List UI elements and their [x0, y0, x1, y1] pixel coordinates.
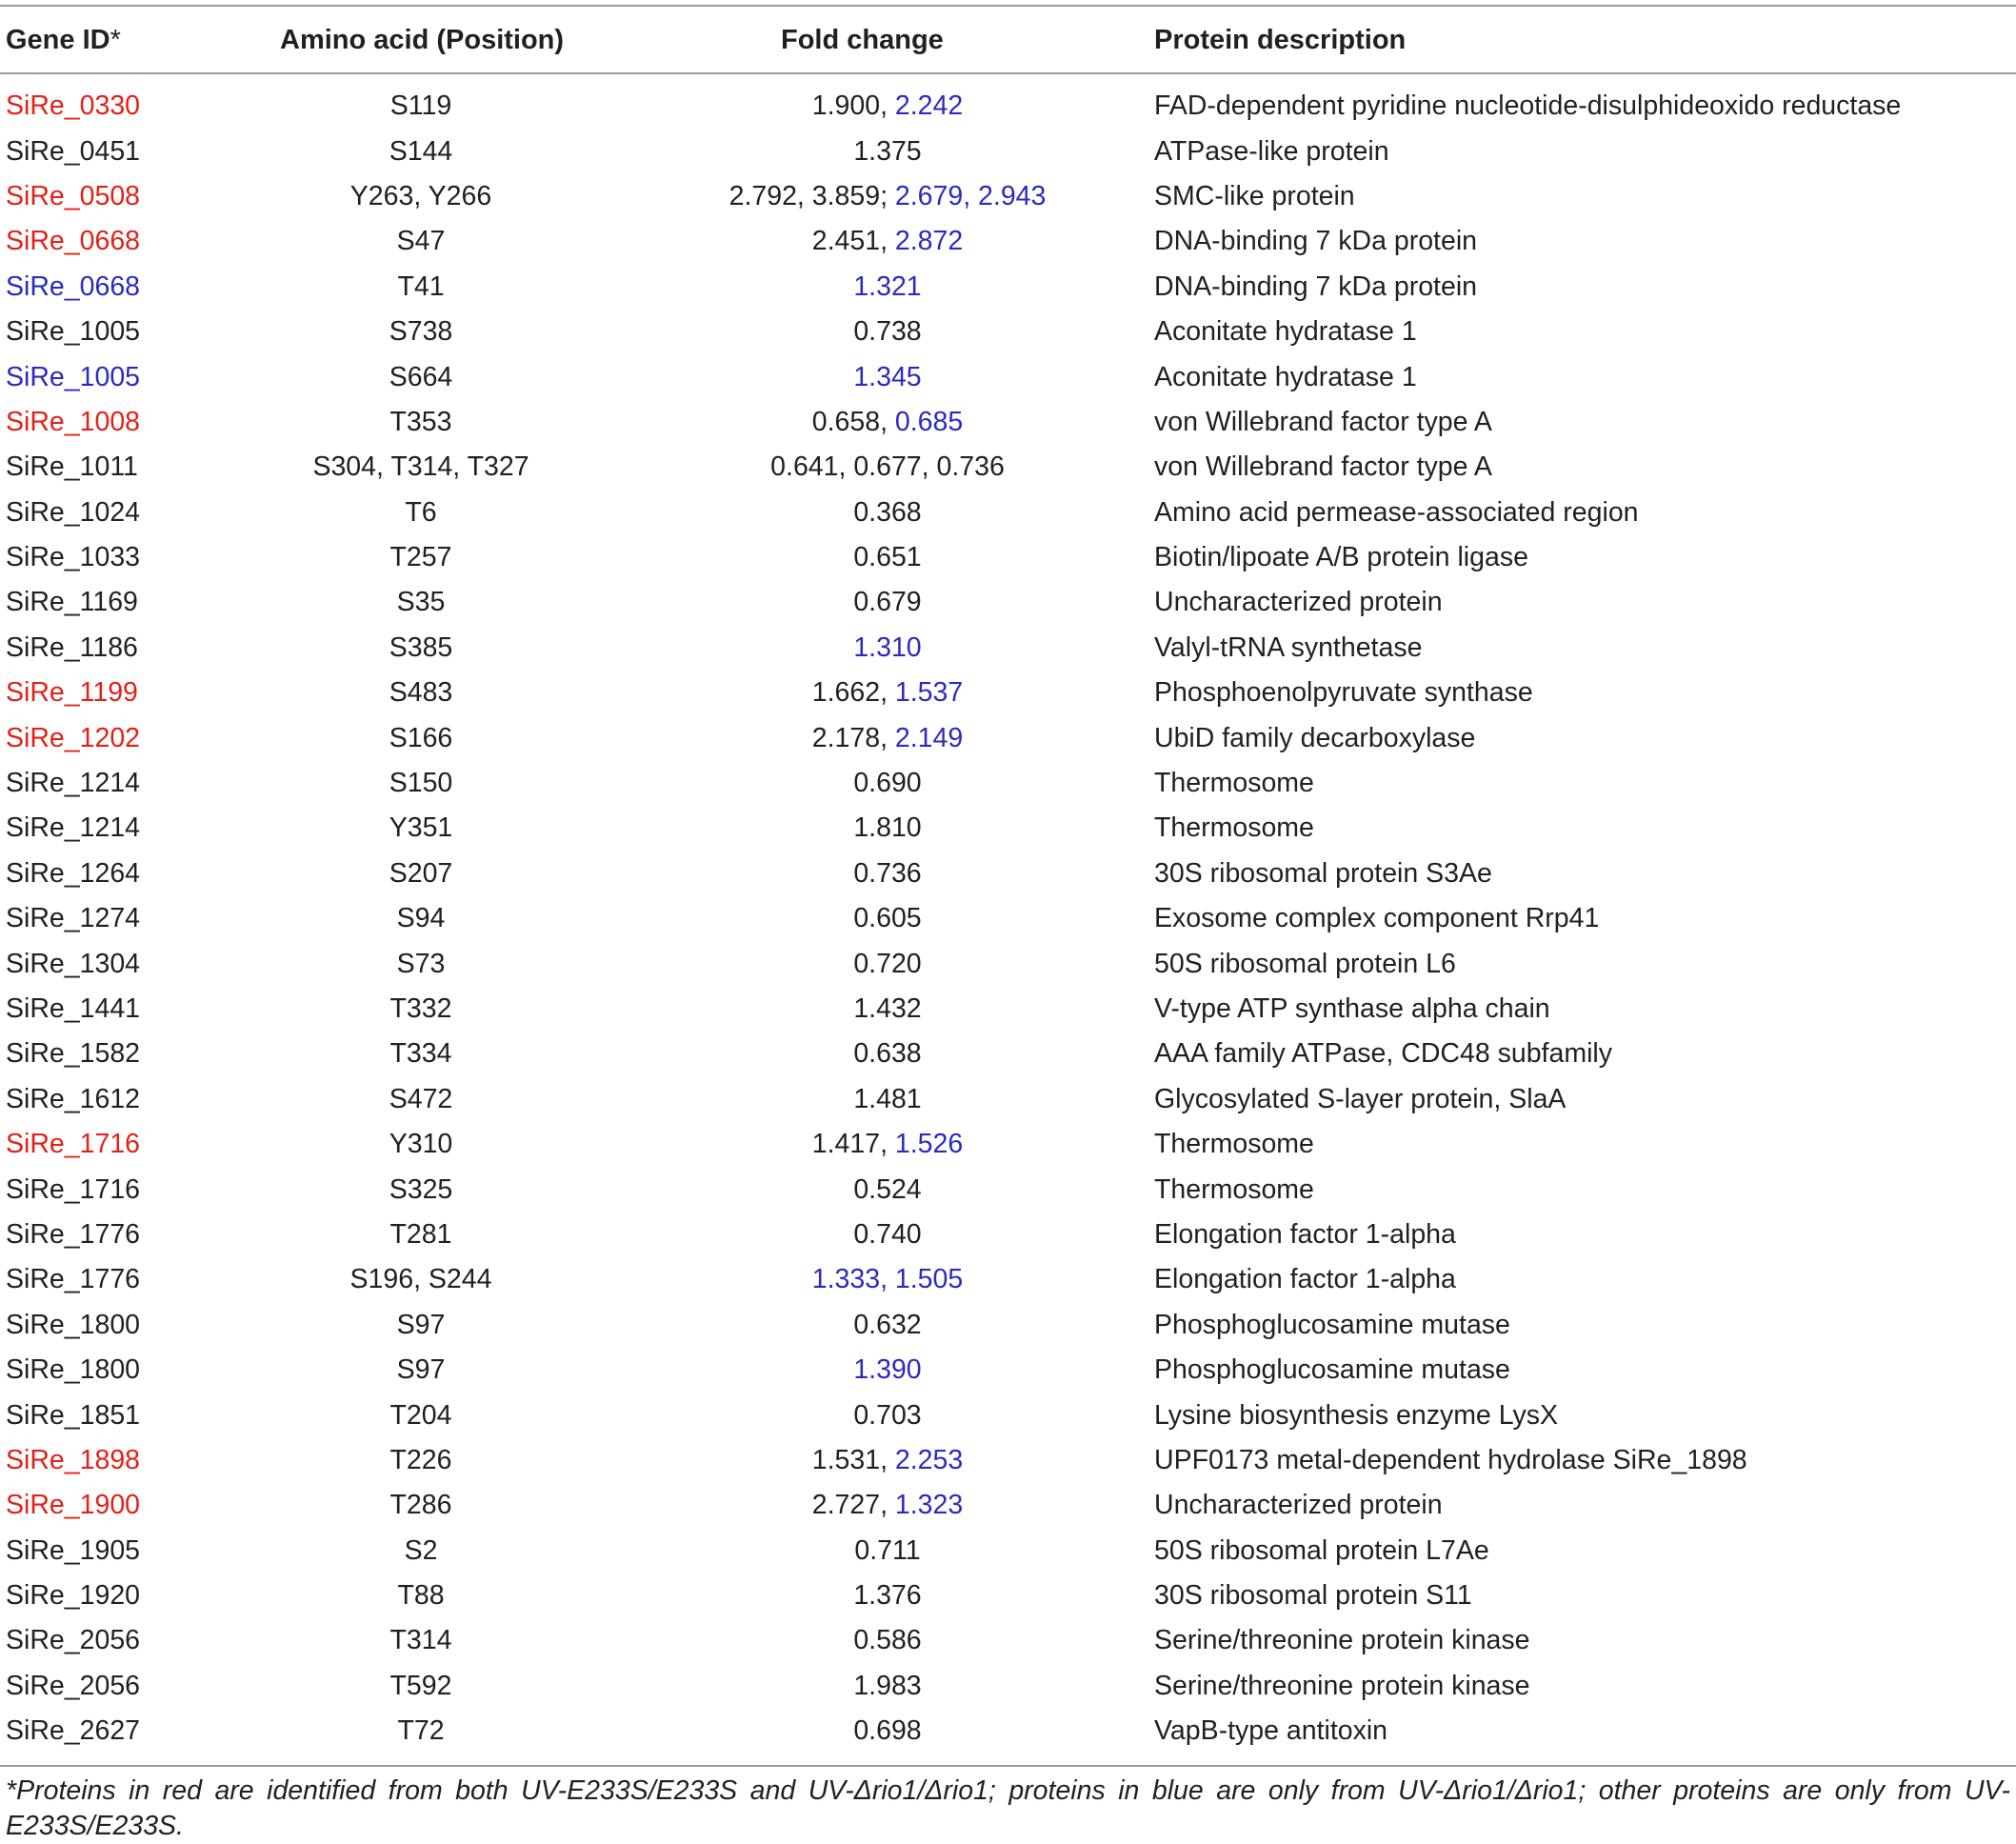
fold-change-value: 1.526 — [894, 1129, 964, 1160]
table-row — [0, 941, 2016, 986]
cell-gene-id: SiRe_2627 — [6, 1715, 141, 1747]
cell-protein-description: Phosphoenolpyruvate synthase — [1154, 677, 1533, 709]
cell-amino-acid: T334 — [389, 1038, 452, 1070]
cell-fold-change — [621, 806, 1154, 851]
fold-change-value: 0.524 — [853, 1173, 922, 1205]
fold-change-value: 0.679 — [853, 587, 922, 618]
cell-protein-description: von Willebrand factor type A — [1154, 451, 1492, 483]
cell-gene-id: SiRe_1851 — [6, 1399, 141, 1431]
cell-protein-description: Thermosome — [1154, 768, 1314, 799]
cell-fold-change — [621, 310, 1154, 354]
cell-fold-change — [621, 129, 1154, 173]
fold-change-value: 1.531, — [811, 1444, 895, 1475]
fold-change-value: 0.641, 0.677, 0.736 — [770, 451, 1005, 483]
cell-gene-id: SiRe_1005 — [6, 361, 141, 392]
fold-change-value: 0.586 — [853, 1625, 922, 1656]
cell-amino-acid: S207 — [389, 857, 453, 889]
cell-protein-description: 50S ribosomal protein L6 — [1154, 948, 1456, 979]
cell-protein-description: Aconitate hydratase 1 — [1154, 316, 1417, 348]
cell-protein-description: Amino acid permease-associated region — [1154, 496, 1639, 528]
table-row — [0, 1077, 2016, 1122]
cell-fold-change — [621, 84, 1154, 129]
cell-amino-acid: S304, T314, T327 — [312, 451, 529, 483]
table-row — [0, 1032, 2016, 1076]
cell-gene-id: SiRe_1582 — [6, 1038, 141, 1070]
table-row — [0, 491, 2016, 535]
fold-change-value: 2.679, 2.943 — [894, 180, 1047, 211]
cell-gene-id: SiRe_1011 — [6, 451, 138, 483]
fold-change-value: 2.727, — [811, 1490, 895, 1521]
cell-gene-id: SiRe_1214 — [6, 812, 141, 844]
cell-gene-id: SiRe_1202 — [6, 722, 141, 753]
fold-change-value: 1.375 — [853, 135, 922, 167]
fold-change-value: 1.323 — [894, 1490, 964, 1521]
cell-gene-id: SiRe_1005 — [6, 316, 141, 348]
cell-amino-acid: S150 — [389, 768, 453, 799]
cell-gene-id: SiRe_1169 — [6, 587, 138, 618]
table-row — [0, 129, 2016, 173]
cell-protein-description: Glycosylated S-layer protein, SlaA — [1154, 1083, 1567, 1114]
table-row — [0, 580, 2016, 625]
cell-amino-acid: T286 — [389, 1490, 452, 1521]
cell-gene-id: SiRe_0668 — [6, 226, 141, 257]
cell-fold-change — [621, 1573, 1154, 1618]
cell-amino-acid: Y310 — [389, 1129, 453, 1160]
cell-amino-acid: S97 — [396, 1309, 446, 1340]
cell-gene-id: SiRe_2056 — [6, 1670, 141, 1701]
cell-fold-change — [621, 265, 1154, 310]
cell-fold-change — [621, 1257, 1154, 1302]
cell-protein-description: VapB-type antitoxin — [1154, 1715, 1388, 1747]
cell-protein-description: Elongation factor 1-alpha — [1154, 1218, 1456, 1250]
cell-fold-change — [621, 1483, 1154, 1528]
cell-fold-change — [621, 626, 1154, 671]
cell-protein-description: Thermosome — [1154, 1129, 1314, 1160]
cell-gene-id: SiRe_1776 — [6, 1218, 141, 1250]
table-row — [0, 1348, 2016, 1393]
cell-protein-description: 30S ribosomal protein S3Ae — [1154, 857, 1492, 889]
cell-gene-id: SiRe_1905 — [6, 1534, 141, 1566]
cell-gene-id: SiRe_1008 — [6, 406, 141, 437]
table-row — [0, 626, 2016, 671]
cell-gene-id: SiRe_1900 — [6, 1490, 141, 1521]
fold-change-value: 0.711 — [854, 1534, 921, 1566]
cell-fold-change — [621, 896, 1154, 941]
cell-fold-change — [621, 715, 1154, 760]
fold-change-value: 1.983 — [853, 1670, 922, 1701]
cell-protein-description: Thermosome — [1154, 812, 1314, 844]
fold-change-value: 0.651 — [853, 542, 922, 573]
cell-gene-id: SiRe_0451 — [6, 135, 141, 167]
cell-fold-change — [621, 1032, 1154, 1076]
table-row — [0, 1257, 2016, 1302]
cell-fold-change — [621, 219, 1154, 264]
fold-change-value: 0.690 — [853, 768, 922, 799]
cell-amino-acid: T353 — [389, 406, 452, 437]
fold-change-value: 2.451, — [811, 226, 895, 257]
table-row — [0, 1303, 2016, 1348]
fold-change-value: 1.537 — [894, 677, 964, 709]
cell-protein-description: Biotin/lipoate A/B protein ligase — [1154, 542, 1528, 573]
cell-protein-description: Phosphoglucosamine mutase — [1154, 1354, 1510, 1386]
fold-change-value: 1.810 — [853, 812, 922, 844]
cell-fold-change — [621, 1618, 1154, 1663]
table-row — [0, 310, 2016, 354]
cell-amino-acid: T226 — [389, 1444, 452, 1475]
fold-change-value: 0.698 — [853, 1715, 922, 1747]
cell-fold-change — [621, 174, 1154, 219]
cell-fold-change — [621, 1167, 1154, 1212]
cell-gene-id: SiRe_1214 — [6, 768, 141, 799]
table-header-row — [0, 9, 2016, 71]
cell-fold-change — [621, 1709, 1154, 1754]
cell-amino-acid: T314 — [389, 1625, 452, 1656]
fold-change-value: 1.310 — [853, 631, 922, 663]
table-body — [0, 71, 2016, 1754]
cell-gene-id: SiRe_1264 — [6, 857, 141, 889]
cell-protein-description: 50S ribosomal protein L7Ae — [1154, 1534, 1489, 1566]
fold-change-value: 0.703 — [853, 1399, 922, 1431]
cell-gene-id: SiRe_1716 — [6, 1173, 141, 1205]
table-row — [0, 1618, 2016, 1663]
cell-protein-description: Serine/threonine protein kinase — [1154, 1670, 1530, 1701]
fold-change-value: 0.632 — [853, 1309, 922, 1340]
cell-fold-change — [621, 1303, 1154, 1348]
table-row — [0, 1664, 2016, 1709]
cell-gene-id: SiRe_1776 — [6, 1264, 141, 1295]
fold-change-value: 0.736 — [853, 857, 922, 889]
table-row — [0, 400, 2016, 445]
cell-gene-id: SiRe_1920 — [6, 1580, 141, 1612]
cell-amino-acid: Y351 — [389, 812, 453, 844]
cell-gene-id: SiRe_1274 — [6, 903, 141, 934]
table-row — [0, 1573, 2016, 1618]
cell-protein-description: UbiD family decarboxylase — [1154, 722, 1476, 753]
cell-protein-description: AAA family ATPase, CDC48 subfamily — [1154, 1038, 1612, 1070]
cell-protein-description: Exosome complex component Rrp41 — [1154, 903, 1600, 934]
cell-protein-description: Thermosome — [1154, 1173, 1314, 1205]
table-row — [0, 1709, 2016, 1754]
cell-protein-description: DNA-binding 7 kDa protein — [1154, 226, 1478, 257]
table-spacer — [0, 71, 2016, 84]
cell-fold-change — [621, 1393, 1154, 1437]
fold-change-value: 0.605 — [853, 903, 922, 934]
table-row — [0, 1529, 2016, 1573]
table-row — [0, 671, 2016, 715]
cell-protein-description: Serine/threonine protein kinase — [1154, 1625, 1530, 1656]
table-row — [0, 852, 2016, 896]
cell-amino-acid: S664 — [389, 361, 453, 392]
cell-fold-change — [621, 1348, 1154, 1393]
fold-change-value: 1.481 — [853, 1083, 922, 1114]
cell-gene-id: SiRe_0668 — [6, 271, 141, 302]
fold-change-value: 1.662, — [811, 677, 895, 709]
cell-amino-acid: S73 — [396, 948, 446, 979]
table-row — [0, 84, 2016, 129]
cell-amino-acid: S196, S244 — [349, 1264, 492, 1295]
table-row — [0, 806, 2016, 851]
cell-amino-acid: S47 — [396, 226, 446, 257]
cell-gene-id: SiRe_2056 — [6, 1625, 141, 1656]
cell-protein-description: Valyl-tRNA synthetase — [1154, 631, 1423, 663]
cell-amino-acid: T204 — [389, 1399, 452, 1431]
cell-amino-acid: S738 — [389, 316, 453, 348]
cell-gene-id: SiRe_0508 — [6, 180, 141, 211]
table-bottom-rule — [0, 1765, 2016, 1767]
table-row — [0, 1393, 2016, 1437]
cell-amino-acid: T88 — [397, 1580, 445, 1612]
fold-change-value: 0.738 — [853, 316, 922, 348]
cell-fold-change — [621, 400, 1154, 445]
cell-protein-description: FAD-dependent pyridine nucleotide-disulphideoxido reductase — [1154, 90, 1902, 122]
header-protein-description: Protein description — [1154, 24, 1407, 55]
cell-gene-id: SiRe_1186 — [6, 631, 138, 663]
table-row — [0, 1438, 2016, 1483]
table-row — [0, 1213, 2016, 1257]
cell-amino-acid: T6 — [405, 496, 437, 528]
cell-amino-acid: S94 — [396, 903, 446, 934]
fold-change-value: 0.720 — [853, 948, 922, 979]
cell-fold-change — [621, 1529, 1154, 1573]
fold-change-value: 1.432 — [853, 993, 922, 1024]
cell-gene-id: SiRe_1898 — [6, 1444, 141, 1475]
fold-change-value: 0.638 — [853, 1038, 922, 1070]
fold-change-value: 1.900, — [811, 90, 895, 122]
cell-protein-description: 30S ribosomal protein S11 — [1154, 1580, 1472, 1612]
cell-protein-description: Uncharacterized protein — [1154, 587, 1443, 618]
table-row — [0, 445, 2016, 490]
cell-amino-acid: T72 — [397, 1715, 445, 1747]
cell-gene-id: SiRe_1199 — [6, 677, 138, 709]
cell-fold-change — [621, 671, 1154, 715]
cell-fold-change — [621, 535, 1154, 580]
cell-fold-change — [621, 941, 1154, 986]
table-row — [0, 761, 2016, 806]
cell-amino-acid: S144 — [389, 135, 453, 167]
cell-gene-id: SiRe_1716 — [6, 1129, 141, 1160]
cell-amino-acid: S472 — [389, 1083, 453, 1114]
table-row — [0, 715, 2016, 760]
header-amino-acid: Amino acid (Position) — [280, 24, 565, 55]
cell-amino-acid: S97 — [396, 1354, 446, 1386]
fold-change-value: 2.872 — [894, 226, 964, 257]
fold-change-value: 2.149 — [894, 722, 964, 753]
table-row — [0, 987, 2016, 1032]
table-row — [0, 896, 2016, 941]
cell-fold-change — [621, 491, 1154, 535]
cell-fold-change — [621, 1213, 1154, 1257]
cell-gene-id: SiRe_0330 — [6, 90, 141, 122]
fold-change-value: 0.658, — [811, 406, 895, 437]
cell-protein-description: Elongation factor 1-alpha — [1154, 1264, 1456, 1295]
cell-amino-acid: T592 — [389, 1670, 452, 1701]
cell-fold-change — [621, 987, 1154, 1032]
fold-change-value: 2.253 — [894, 1444, 964, 1475]
fold-change-value: 0.685 — [894, 406, 964, 437]
cell-fold-change — [621, 354, 1154, 399]
cell-protein-description: Phosphoglucosamine mutase — [1154, 1309, 1510, 1340]
cell-amino-acid: S385 — [389, 631, 453, 663]
table-row — [0, 265, 2016, 310]
table-row — [0, 174, 2016, 219]
cell-gene-id: SiRe_1800 — [6, 1354, 141, 1386]
table-row — [0, 1483, 2016, 1528]
cell-gene-id: SiRe_1612 — [6, 1083, 141, 1114]
cell-fold-change — [621, 852, 1154, 896]
cell-fold-change — [621, 1664, 1154, 1709]
cell-gene-id: SiRe_1304 — [6, 948, 141, 979]
cell-gene-id: SiRe_1800 — [6, 1309, 141, 1340]
fold-change-value: 1.417, — [811, 1129, 895, 1160]
cell-fold-change — [621, 1438, 1154, 1483]
cell-fold-change — [621, 1077, 1154, 1122]
fold-change-value: 1.345 — [853, 361, 922, 392]
cell-amino-acid: S483 — [389, 677, 453, 709]
table-row — [0, 354, 2016, 399]
cell-amino-acid: S166 — [389, 722, 453, 753]
cell-gene-id: SiRe_1024 — [6, 496, 141, 528]
fold-change-value: 1.333, 1.505 — [811, 1264, 964, 1295]
fold-change-value: 0.740 — [853, 1218, 922, 1250]
footnote-marker: * — [110, 24, 121, 55]
cell-protein-description: V-type ATP synthase alpha chain — [1154, 993, 1550, 1024]
cell-fold-change — [621, 1122, 1154, 1167]
table-row — [0, 1122, 2016, 1167]
cell-protein-description: Lysine biosynthesis enzyme LysX — [1154, 1399, 1559, 1431]
cell-protein-description: UPF0173 metal-dependent hydrolase SiRe_1898 — [1154, 1444, 1747, 1475]
phosphosite-table — [0, 9, 2016, 1754]
cell-amino-acid: S325 — [389, 1173, 453, 1205]
cell-amino-acid: T332 — [389, 993, 452, 1024]
cell-amino-acid: T257 — [389, 542, 452, 573]
fold-change-value: 1.376 — [853, 1580, 922, 1612]
fold-change-value: 1.321 — [853, 271, 922, 302]
fold-change-value: 2.178, — [811, 722, 895, 753]
cell-amino-acid: T41 — [397, 271, 445, 302]
cell-protein-description: Aconitate hydratase 1 — [1154, 361, 1417, 392]
cell-protein-description: Uncharacterized protein — [1154, 1490, 1443, 1521]
cell-amino-acid: S2 — [404, 1534, 438, 1566]
cell-protein-description: von Willebrand factor type A — [1154, 406, 1492, 437]
table-top-rule — [0, 5, 2016, 7]
table-row — [0, 535, 2016, 580]
fold-change-value: 0.368 — [853, 496, 922, 528]
cell-amino-acid: Y263, Y266 — [349, 180, 492, 211]
table-row — [0, 219, 2016, 264]
cell-amino-acid: T281 — [389, 1218, 452, 1250]
cell-amino-acid: S35 — [396, 587, 446, 618]
header-fold-change: Fold change — [781, 24, 944, 55]
cell-protein-description: DNA-binding 7 kDa protein — [1154, 271, 1478, 302]
cell-protein-description: ATPase-like protein — [1154, 135, 1389, 167]
fold-change-value: 2.242 — [894, 90, 964, 122]
cell-fold-change — [621, 445, 1154, 490]
cell-fold-change — [621, 761, 1154, 806]
header-gene-id: Gene ID* — [6, 24, 121, 55]
fold-change-value: 1.390 — [853, 1354, 922, 1386]
cell-fold-change — [621, 580, 1154, 625]
cell-protein-description: SMC-like protein — [1154, 180, 1355, 211]
cell-gene-id: SiRe_1441 — [6, 993, 141, 1024]
cell-amino-acid: S119 — [389, 90, 452, 122]
cell-gene-id: SiRe_1033 — [6, 542, 141, 573]
fold-change-value: 2.792, 3.859; — [729, 180, 895, 211]
table-row — [0, 1167, 2016, 1212]
table-footnote: *Proteins in red are identified from both UV-E233S/E233S and UV-Δrio1/Δrio1; proteins in blue are only from UV-Δrio1/Δrio1; other proteins are only from UV-E233S/E233S. — [6, 1775, 2010, 1841]
